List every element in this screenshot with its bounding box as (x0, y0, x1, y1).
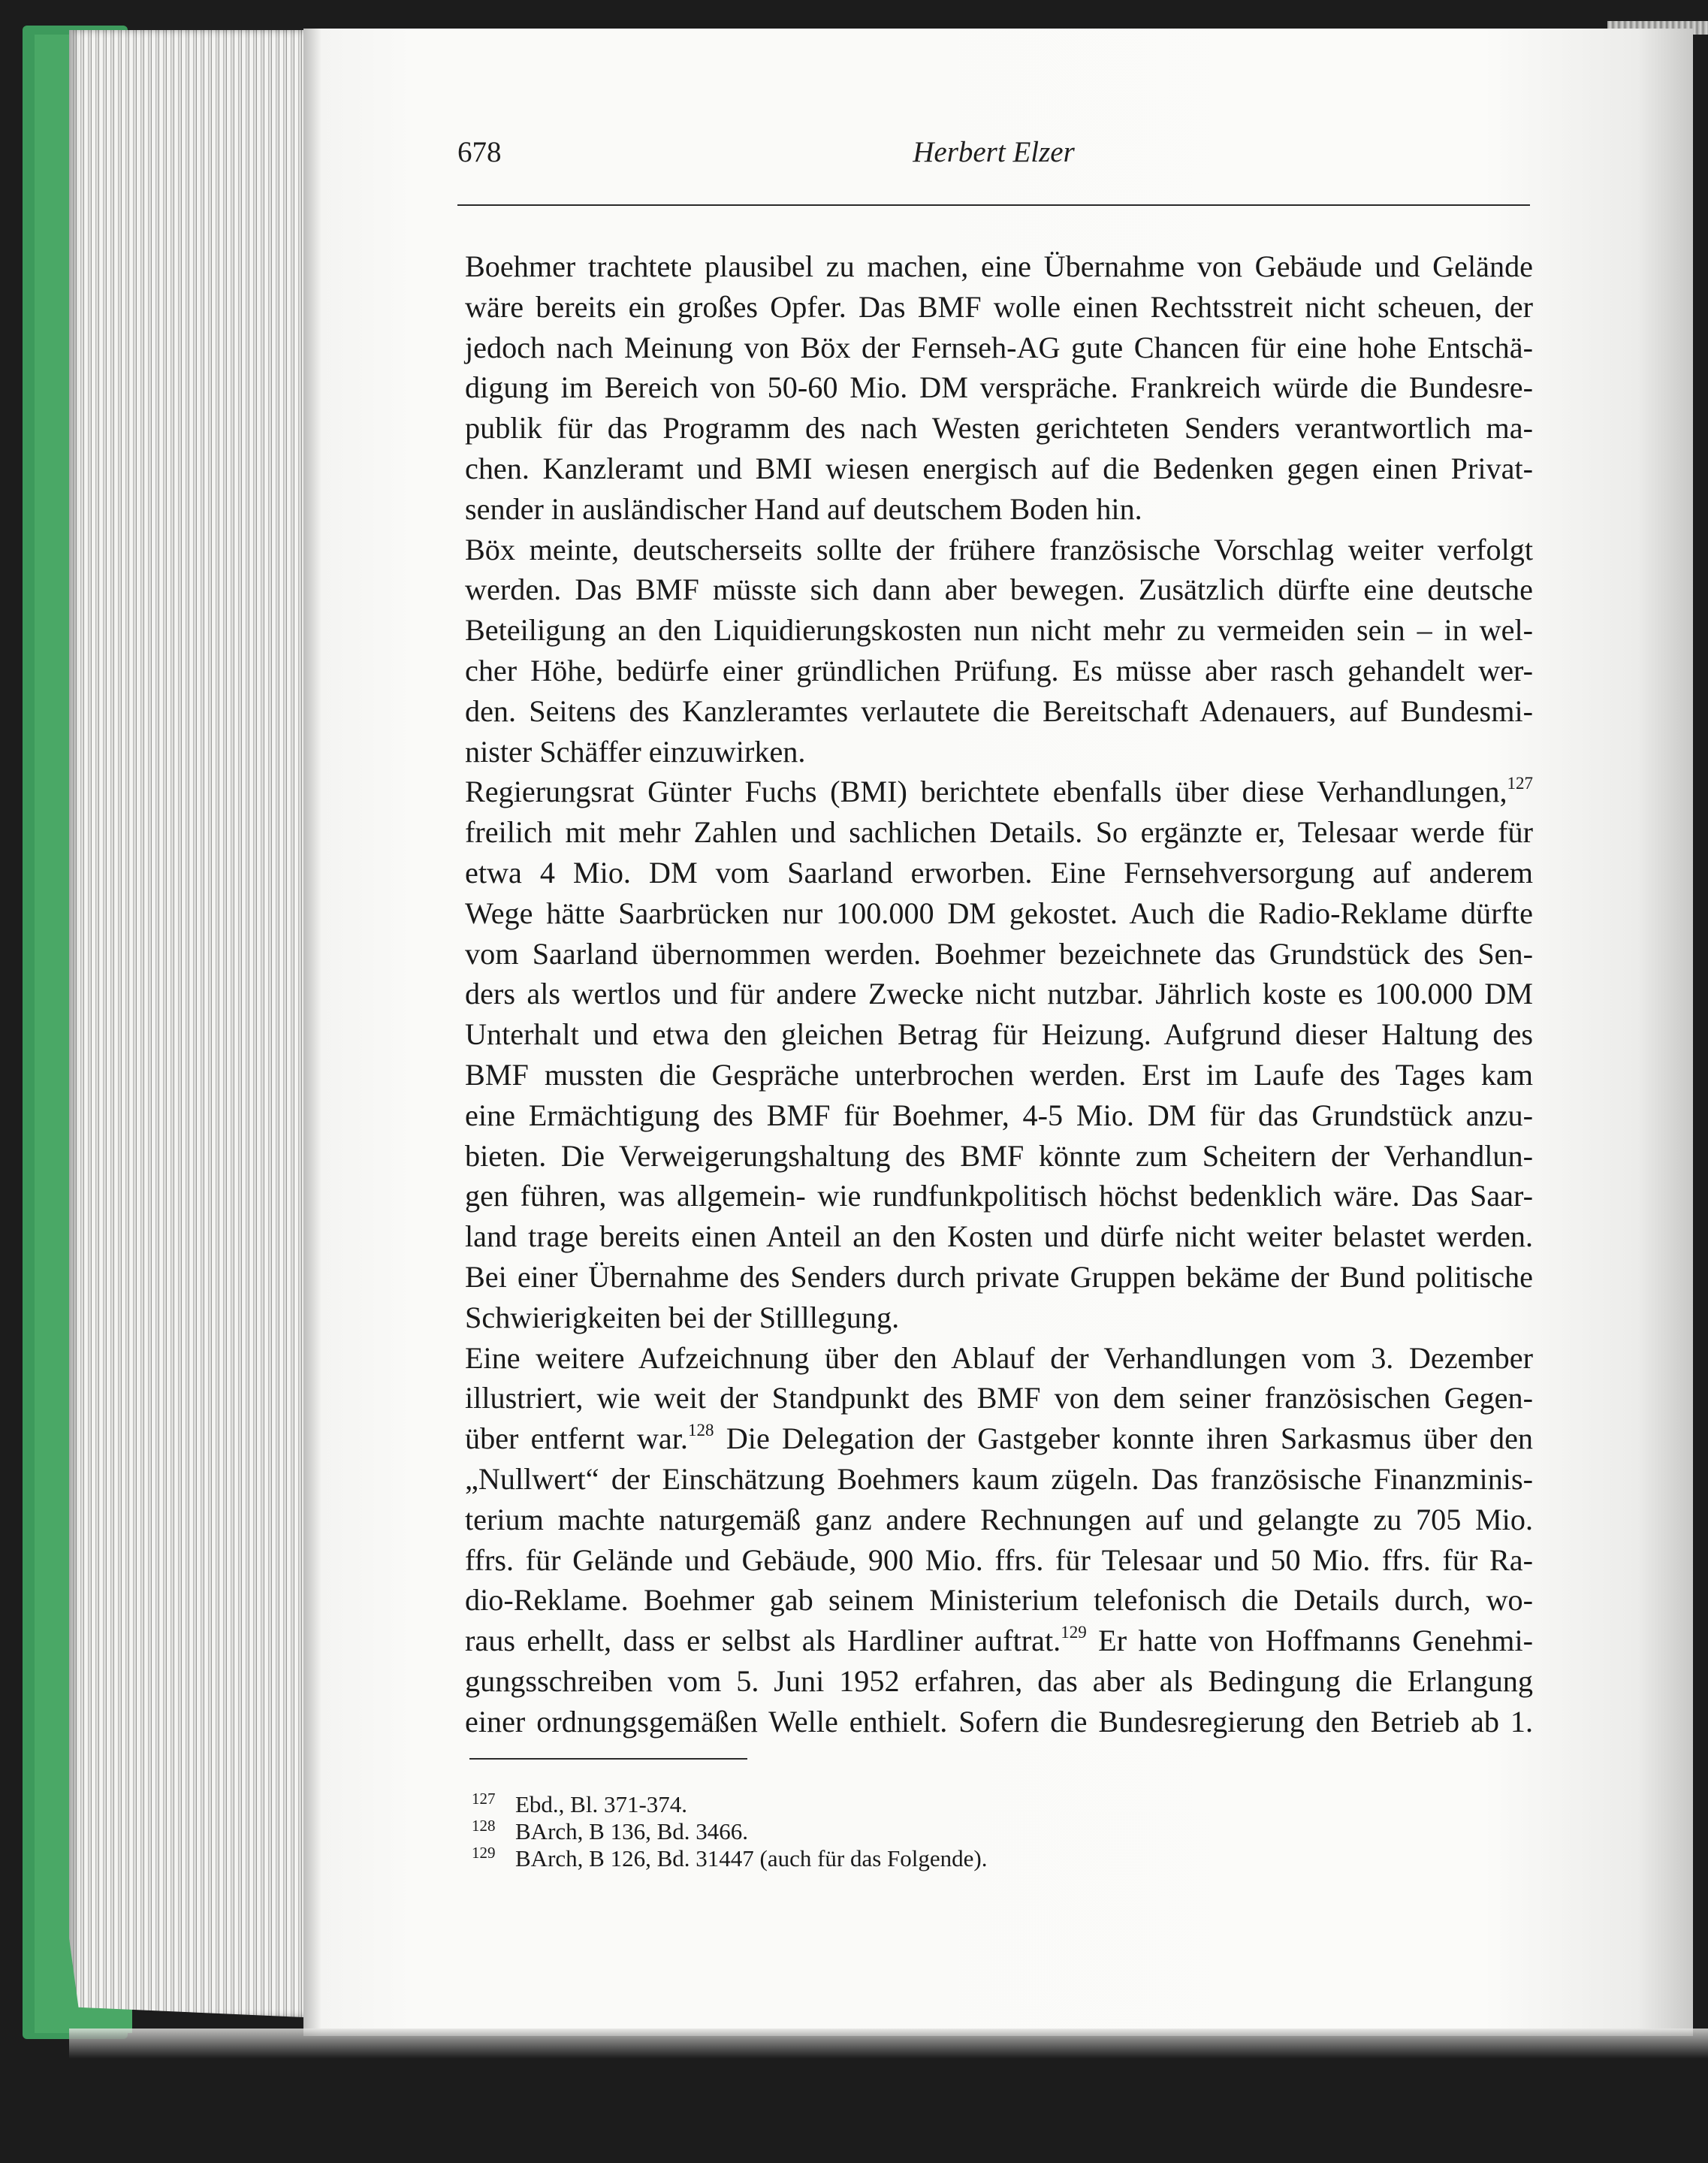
page-header (457, 135, 1530, 180)
text-line-content: BMF mussten die Gespräche unterbrochen werden. Erst im Laufe des Tages kam (465, 1057, 1533, 1092)
text-line-content: terium machte naturgemäß ganz andere Rechnungen auf und gelangte zu 705 Mio. (465, 1502, 1533, 1536)
text-line-content: Regierungsrat Günter Fuchs (BMI) berichtete ebenfalls über diese Verhandlungen, (465, 775, 1507, 809)
text-line (465, 1297, 1533, 1338)
footnote-rule (469, 1758, 747, 1760)
text-line (465, 1095, 1533, 1136)
text-line-content: raus erhellt, dass er selbst als Hardliner auftrat. (465, 1624, 1061, 1658)
footnote-reference[interactable]: 128 (687, 1421, 714, 1440)
text-line-content: Böx meinte, deutscherseits sollte der frühere französische Vorschlag weiter verfolgt (465, 532, 1533, 566)
text-line (465, 408, 1533, 449)
text-line-content: über entfernt war. (465, 1421, 688, 1456)
footnote: 127 Ebd., Bl. 371-374. (472, 1790, 688, 1817)
text-line (465, 449, 1533, 489)
text-line (465, 1418, 1533, 1459)
text-line-content: gen führen, was allgemein- wie rundfunkpolitisch höchst bedenklich wäre. Das Saar- (465, 1179, 1533, 1213)
text-line (465, 328, 1533, 368)
text-line-content: Die Delegation der Gastgeber konnte ihren Sarkasmus über den (714, 1421, 1533, 1456)
text-line (465, 691, 1533, 732)
header-rule (457, 204, 1530, 206)
footnotes (472, 1791, 1523, 1872)
text-line (465, 1136, 1533, 1177)
text-line (465, 610, 1533, 651)
footnote-text: Ebd., Bl. 371-374. (515, 1791, 688, 1817)
page-gutter-shadow (303, 29, 321, 2036)
footnote-text: BArch, B 136, Bd. 3466. (515, 1818, 748, 1844)
text-line-content: ders als wertlos und für andere Zwecke nicht nutzbar. Jährlich koste es 100.000 DM (465, 977, 1533, 1011)
text-line-content: werden. Das BMF müsste sich dann aber bewegen. Zusätzlich dürfte eine deutsche (465, 572, 1533, 607)
text-line (465, 1580, 1533, 1621)
text-line (465, 1216, 1533, 1257)
text-line (465, 367, 1533, 408)
text-line-content: „Nullwert“ der Einschätzung Boehmers kaum zügeln. Das französische Finanzminis- (465, 1461, 1533, 1496)
footnote: 129 BArch, B 126, Bd. 31447 (auch für das Folgende). (472, 1844, 988, 1871)
text-line-content: jedoch nach Meinung von Böx der Fernseh-AG gute Chancen für eine hohe Entschä- (465, 330, 1533, 364)
text-line (465, 1378, 1533, 1418)
text-line (465, 1661, 1533, 1702)
footnote: 128 BArch, B 136, Bd. 3466. (472, 1817, 748, 1844)
text-line (465, 287, 1533, 328)
text-line-content: Wege hätte Saarbrücken nur 100.000 DM gekostet. Auch die Radio-Reklame dürfte (465, 896, 1533, 930)
text-line (465, 246, 1533, 287)
text-line (465, 853, 1533, 893)
text-line (465, 1014, 1533, 1055)
text-line-content: nister Schäffer einzuwirken. (465, 734, 806, 769)
text-line (465, 569, 1533, 610)
text-line-content: vom Saarland übernommen werden. Boehmer bezeichnete das Grundstück des Sen- (465, 936, 1533, 971)
text-line (465, 1500, 1533, 1540)
text-line (465, 530, 1533, 570)
text-line (465, 732, 1533, 772)
text-line-content: Schwierigkeiten bei der Stilllegung. (465, 1300, 900, 1334)
text-line-content: etwa 4 Mio. DM vom Saarland erworben. Eine Fernsehversorgung auf anderem (465, 855, 1533, 890)
running-head: Herbert Elzer (913, 136, 1075, 168)
text-line-content: den. Seitens des Kanzleramtes verlautete die Bereitschaft Adenauers, auf Bundesmi- (465, 693, 1533, 728)
page-number: 678 (457, 136, 502, 168)
text-line (465, 1257, 1533, 1297)
text-line-content: digung im Bereich von 50-60 Mio. DM verspräche. Frankreich würde die Bundesre- (465, 370, 1533, 405)
text-line-content: Beteiligung an den Liquidierungskosten nun nicht mehr zu vermeiden sein – in wel- (465, 613, 1533, 648)
text-line (465, 934, 1533, 974)
text-line-content: illustriert, wie weit der Standpunkt des BMF von dem seiner französischen Gegen- (465, 1381, 1533, 1415)
text-line (465, 893, 1533, 934)
footnote-text: BArch, B 126, Bd. 31447 (auch für das Folgende). (515, 1845, 988, 1871)
text-line-content: gungsschreiben vom 5. Juni 1952 erfahren, das aber als Bedingung die Erlangung (465, 1663, 1533, 1698)
text-line-content: Unterhalt und etwa den gleichen Betrag für Heizung. Aufgrund dieser Haltung des (465, 1017, 1533, 1052)
text-line-content: bieten. Die Verweigerungshaltung des BMF könnte zum Scheitern der Verhandlun- (465, 1138, 1533, 1173)
text-line-content: ffrs. für Gelände und Gebäude, 900 Mio. ffrs. für Telesaar und 50 Mio. ffrs. für Ra- (465, 1542, 1533, 1577)
text-line-content: land trage bereits einen Anteil an den Kosten und dürfe nicht weiter belastet werden. (465, 1219, 1533, 1254)
text-line-content: Boehmer trachtete plausibel zu machen, eine Übernahme von Gebäude und Gelände (465, 249, 1533, 283)
footnote-reference[interactable]: 129 (1061, 1623, 1087, 1642)
text-line-content: eine Ermächtigung des BMF für Boehmer, 4-5 Mio. DM für das Grundstück anzu- (465, 1098, 1533, 1132)
text-line (465, 1176, 1533, 1216)
page-bottom-shadow (69, 2029, 1708, 2059)
text-line-content: Eine weitere Aufzeichnung über den Ablauf der Verhandlungen vom 3. Dezember (465, 1340, 1533, 1375)
text-line-content: wäre bereits ein großes Opfer. Das BMF wolle einen Rechtsstreit nicht scheuen, der (465, 289, 1533, 324)
text-line-content: freilich mit mehr Zahlen und sachlichen Details. So ergänzte er, Telesaar werde für (465, 815, 1533, 850)
footnote-reference[interactable]: 127 (1507, 774, 1533, 793)
text-line (465, 1621, 1533, 1661)
text-line (465, 1702, 1533, 1742)
text-line (465, 489, 1533, 530)
text-line (465, 1055, 1533, 1095)
text-line-content: Er hatte von Hoffmanns Genehmi- (1086, 1624, 1533, 1658)
page-edge-stack (69, 30, 303, 2017)
text-line-content: cher Höhe, bedürfe einer gründlichen Prüfung. Es müsse aber rasch gehandelt wer- (465, 653, 1533, 687)
text-line (465, 1459, 1533, 1500)
text-line (465, 812, 1533, 853)
text-line-content: sender in ausländischer Hand auf deutschem Boden hin. (465, 491, 1142, 526)
text-line (465, 651, 1533, 691)
text-line-content: einer ordnungsgemäßen Welle enthielt. Sofern die Bundesregierung den Betrieb ab 1. (465, 1704, 1533, 1739)
text-line-content: chen. Kanzleramt und BMI wiesen energisch auf die Bedenken gegen einen Privat- (465, 451, 1533, 485)
text-line (465, 1540, 1533, 1581)
text-line-content: publik für das Programm des nach Westen gerichteten Senders verantwortlich ma- (465, 411, 1533, 446)
body-text (465, 246, 1533, 1742)
text-line (465, 974, 1533, 1014)
text-line (465, 1338, 1533, 1379)
text-line-content: dio-Reklame. Boehmer gab seinem Ministerium telefonisch die Details durch, wo- (465, 1583, 1533, 1618)
text-line-content: Bei einer Übernahme des Senders durch private Gruppen bekäme der Bund politische (465, 1259, 1533, 1294)
text-line (465, 772, 1533, 812)
